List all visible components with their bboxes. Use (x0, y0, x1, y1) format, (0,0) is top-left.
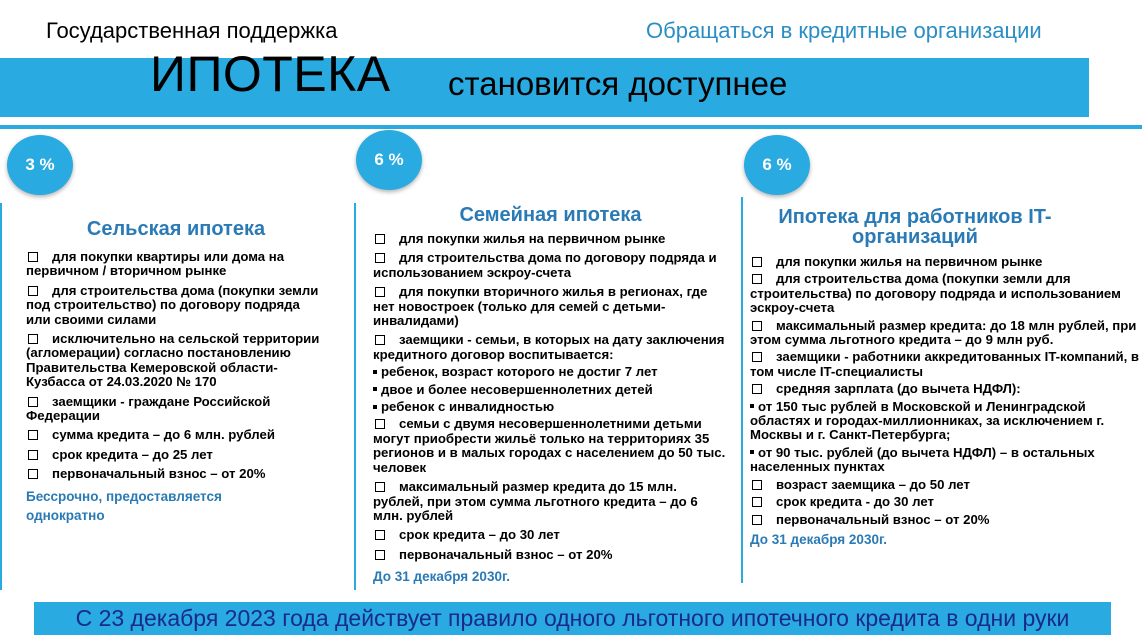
list-item: срок кредита – до 30 лет (373, 528, 728, 542)
checkbox-icon (28, 286, 38, 296)
bullet-square-icon (750, 404, 754, 408)
validity-note: Бессрочно, предоставляется однократно (26, 488, 222, 523)
column-list (750, 255, 1142, 397)
list-item: для покупки жилья на первичном рынке (373, 232, 728, 246)
checkbox-icon (375, 253, 385, 263)
column-list (373, 232, 728, 362)
checkbox-icon (28, 430, 38, 440)
checkbox-icon (375, 287, 385, 297)
list-item: срок кредита - до 30 лет (750, 495, 1142, 509)
sub-list-item: от 150 тыс рублей в Московской и Ленинградской областях и городах-миллионниках, за исключением г. Москвы и г. Санкт-Петербурга; (750, 398, 1105, 443)
column-family-mortgage (373, 205, 728, 586)
column-it-mortgage (750, 207, 1142, 549)
checkbox-icon (375, 530, 385, 540)
checkbox-icon (752, 480, 762, 490)
column-title: Семейная ипотека (459, 204, 642, 226)
list-item: срок кредита – до 25 лет (26, 448, 326, 462)
column-list-continued (750, 478, 1142, 527)
list-item: для строительства дома (покупки земли для строительства) по договору подряда и использованием эскроу-счета (750, 271, 1121, 316)
column-border (354, 203, 356, 590)
checkbox-icon (28, 469, 38, 479)
sub-list-item: ребенок, возраст которого не достиг 7 лет (373, 365, 728, 379)
checkbox-icon (28, 252, 38, 262)
sub-list (373, 365, 728, 414)
list-item: семьи с двумя несовершеннолетними детьми могут приобрести жильё только на территориях 35 регионов и в малых городах с населением до 50 тыс. человек (373, 416, 726, 475)
bullet-square-icon (373, 405, 377, 409)
subtitle-government-support: Государственная поддержка (46, 18, 338, 43)
rate-badge-it: 6 % (744, 135, 810, 195)
checkbox-icon (28, 450, 38, 460)
checkbox-icon (752, 384, 762, 394)
bullet-square-icon (750, 450, 754, 454)
footer-banner: С 23 декабря 2023 года действует правило одного льготного ипотечного кредита в одни руки (34, 602, 1111, 635)
list-item: первоначальный взнос – от 20% (750, 513, 1142, 527)
page-title: ИПОТЕКА (150, 46, 391, 102)
checkbox-icon (28, 397, 38, 407)
column-rural-mortgage (26, 219, 326, 525)
checkbox-icon (752, 274, 762, 284)
column-list (26, 250, 326, 482)
list-item: для покупки вторичного жилья в регионах, где нет новостроек (только для семей с детьми-инвалидами) (373, 284, 708, 329)
list-item: возраст заемщика – до 50 лет (750, 478, 1142, 492)
column-border (0, 203, 2, 590)
list-item: сумма кредита – до 6 млн. рублей (26, 428, 326, 442)
checkbox-icon (375, 335, 385, 345)
list-item: максимальный размер кредита до 15 млн. рублей, при этом сумма льготного кредита – до 6 млн. рублей (373, 479, 698, 523)
checkbox-icon (375, 419, 385, 429)
checkbox-icon (752, 321, 762, 331)
list-item: максимальный размер кредита: до 18 млн рублей, при этом сумма льготного кредита – до 9 млн руб. (750, 317, 1137, 348)
rate-badge-rural: 3 % (7, 135, 73, 195)
column-border (741, 197, 743, 583)
checkbox-icon (28, 334, 38, 344)
list-item: для строительства дома (покупки земли под строительство) по договору подряда или своими силами (26, 282, 319, 327)
sub-list-item: двое и более несовершеннолетних детей (373, 383, 728, 397)
column-title: Ипотека для работников IT-организаций (778, 206, 1052, 248)
page-title-rest: становится доступнее (448, 65, 788, 102)
contact-note: Обращаться в кредитные организации (646, 18, 1042, 43)
rate-badge-family: 6 % (356, 130, 422, 190)
list-item: заемщики - семьи, в которых на дату заключения кредитного договор воспитывается: (373, 332, 725, 362)
checkbox-icon (375, 550, 385, 560)
checkbox-icon (752, 352, 762, 362)
sub-list-item: ребенок с инвалидностью (373, 400, 728, 414)
bullet-square-icon (373, 370, 377, 374)
checkbox-icon (752, 515, 762, 525)
list-item: заемщики - граждане Российской Федерации (26, 393, 271, 424)
list-item: для строительства дома по договору подряда и использованием эскроу-счета (373, 250, 717, 280)
divider (0, 125, 1142, 129)
column-title: Сельская ипотека (86, 218, 266, 240)
list-item: первоначальный взнос – от 20% (26, 467, 326, 481)
sub-list-item: от 90 тыс. рублей (до вычета НДФЛ) – в остальных населенных пунктах (750, 444, 1095, 475)
checkbox-icon (375, 482, 385, 492)
list-item: средняя зарплата (до вычета НДФЛ): (750, 382, 1142, 396)
checkbox-icon (752, 497, 762, 507)
bullet-square-icon (373, 387, 377, 391)
list-item: исключительно на сельской территории (агломерации) согласно постановлению Правительства Кемеровской области- Кузбасса от 24.03.2020 № 170 (26, 331, 320, 390)
list-item: для покупки жилья на первичном рынке (750, 255, 1142, 269)
sub-list (750, 400, 1142, 475)
validity-note: До 31 декабря 2030г. (750, 531, 887, 547)
list-item: для покупки квартиры или дома на первичном / вторичном рынке (26, 249, 285, 279)
list-item: первоначальный взнос – от 20% (373, 548, 728, 562)
list-item: заемщики - работники аккредитованных IT-компаний, в том числе IT-специалисты (750, 349, 1140, 379)
column-list-continued (373, 417, 728, 562)
validity-note: До 31 декабря 2030г. (373, 569, 510, 585)
checkbox-icon (752, 257, 762, 267)
checkbox-icon (375, 234, 385, 244)
